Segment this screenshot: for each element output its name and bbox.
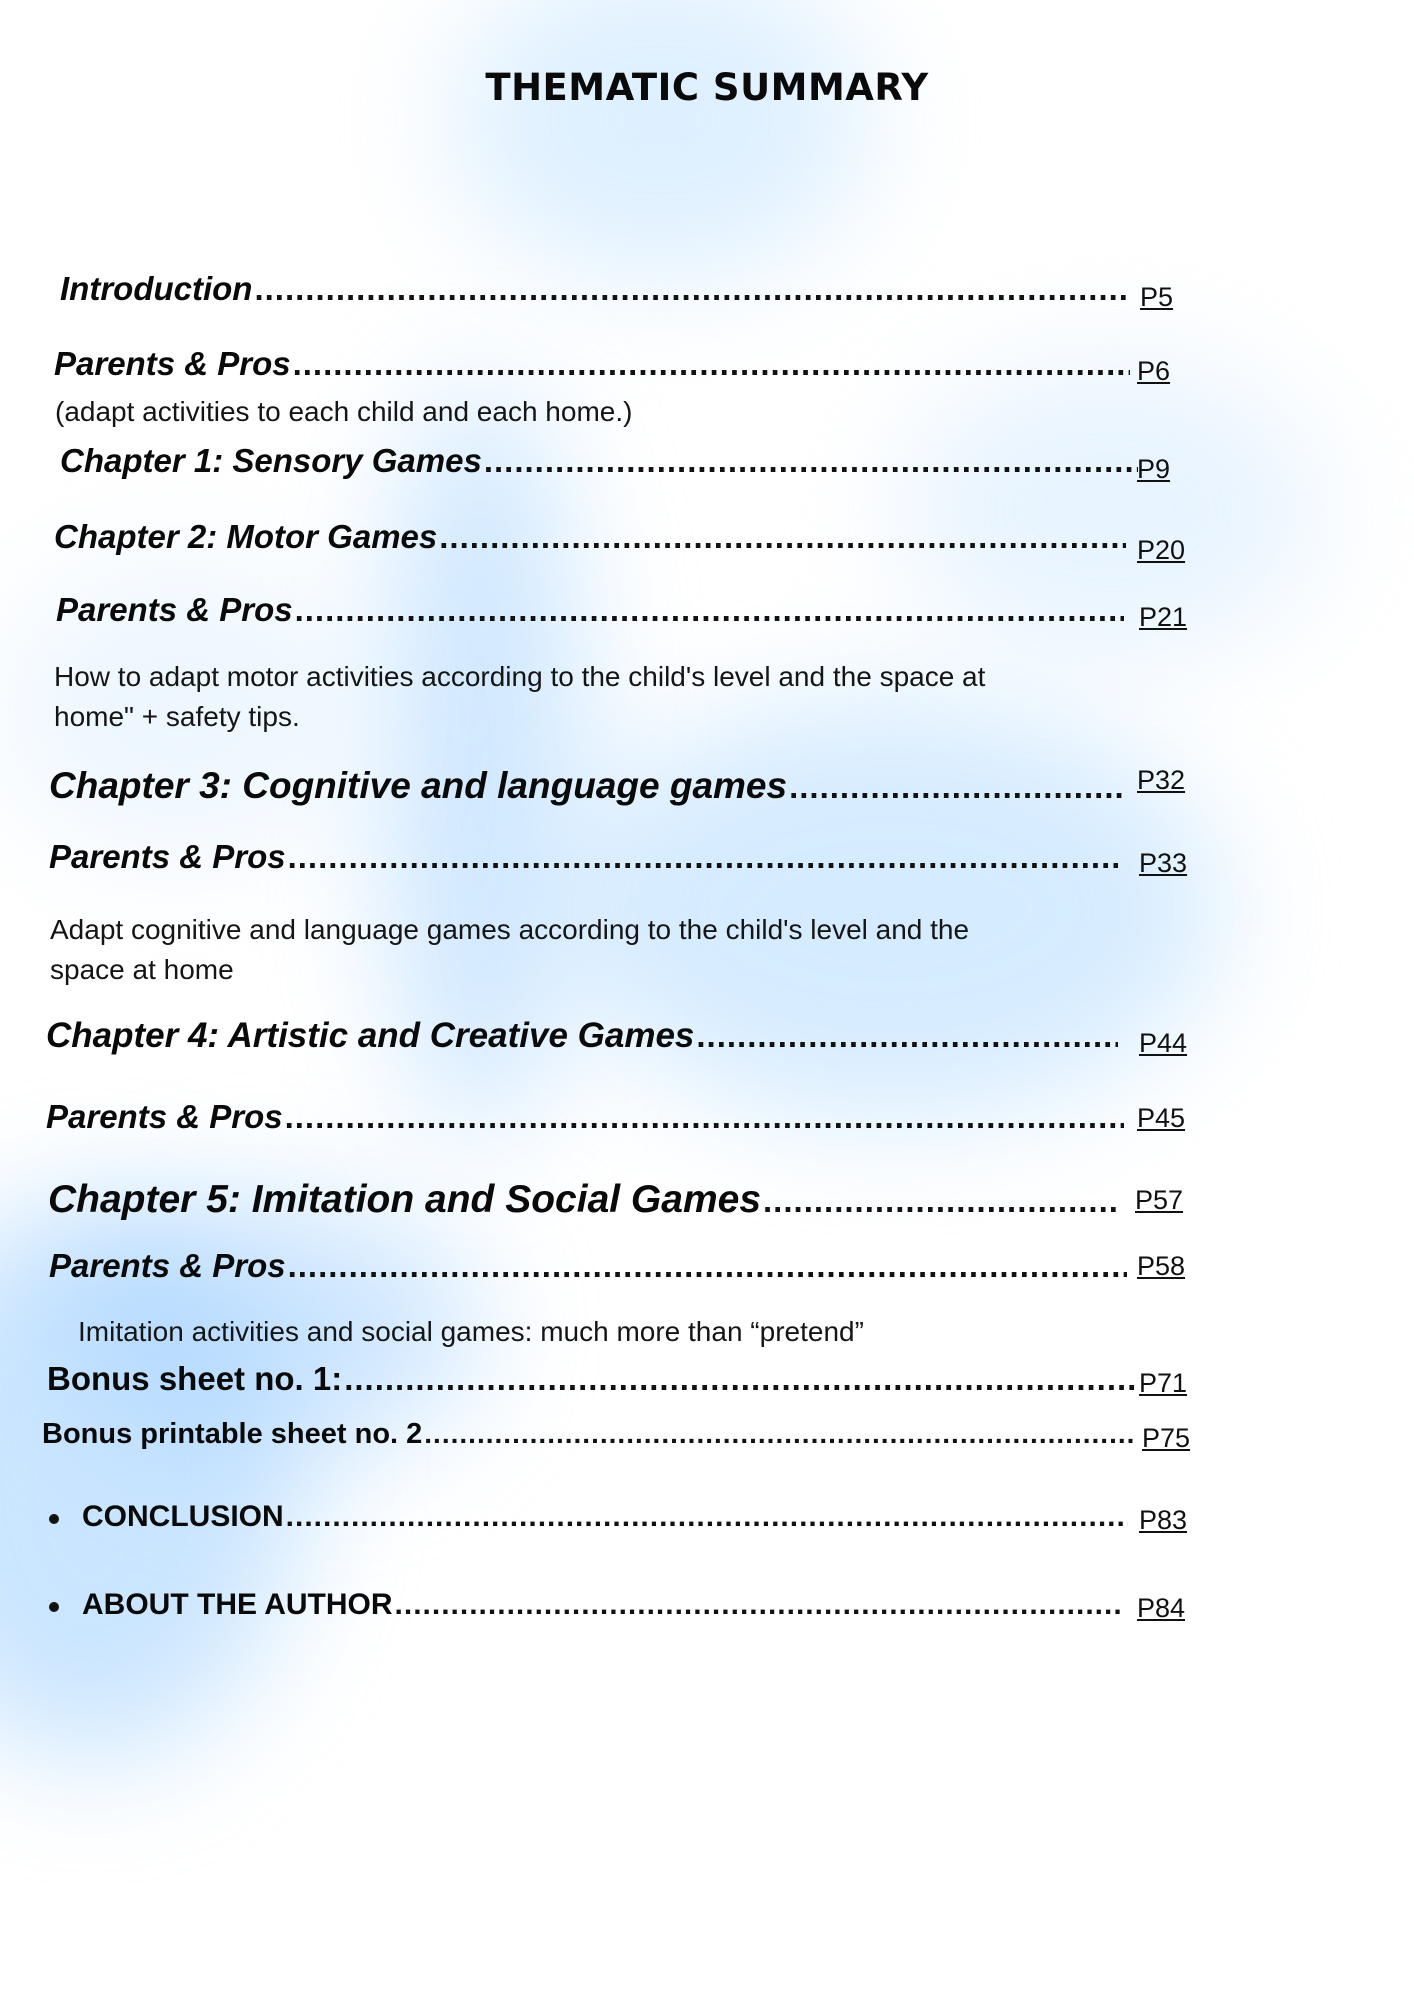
toc-note: How to adapt motor activities according to the child's level and the space at bbox=[54, 661, 986, 692]
toc-entry-bonus-sheet-2[interactable] bbox=[42, 1418, 1135, 1451]
toc-entry-conclusion[interactable] bbox=[82, 1500, 1128, 1534]
bullet-icon bbox=[49, 1602, 59, 1612]
toc-entry-label: Introduction bbox=[60, 270, 253, 307]
toc-page-number[interactable]: P45 bbox=[1137, 1103, 1186, 1133]
toc-page-number[interactable]: P44 bbox=[1139, 1028, 1188, 1058]
toc-entry-label: CONCLUSION bbox=[82, 1500, 284, 1533]
toc-page-number[interactable]: P20 bbox=[1137, 535, 1186, 565]
dot-leader bbox=[344, 1360, 1135, 1398]
dot-leader bbox=[424, 1418, 1135, 1450]
dot-leader bbox=[763, 1182, 1121, 1220]
toc-entry-label: Bonus printable sheet no. 2 bbox=[42, 1418, 423, 1450]
toc-page-number[interactable]: P5 bbox=[1140, 282, 1174, 312]
toc-page-number[interactable]: P58 bbox=[1137, 1251, 1186, 1281]
toc-page-number[interactable]: P33 bbox=[1139, 848, 1188, 878]
page-title: THEMATIC SUMMARY bbox=[485, 66, 929, 109]
toc-page-number[interactable]: P83 bbox=[1139, 1505, 1188, 1535]
toc-note: space at home bbox=[50, 954, 234, 985]
toc-page-number[interactable]: P57 bbox=[1135, 1185, 1184, 1215]
dot-leader bbox=[288, 1247, 1127, 1285]
toc-entry-chapter-2[interactable] bbox=[54, 518, 1126, 556]
toc-entry-label: Parents & Pros bbox=[54, 345, 291, 382]
toc-entry-chapter-3[interactable] bbox=[49, 765, 1122, 807]
toc-entry-label: ABOUT THE AUTHOR bbox=[82, 1588, 393, 1621]
dot-leader bbox=[484, 442, 1138, 480]
toc-entry-parents-pros-3[interactable] bbox=[49, 838, 1118, 876]
toc-entry-label: Parents & Pros bbox=[46, 1098, 283, 1135]
toc-entry-parents-pros-1[interactable] bbox=[54, 345, 1130, 383]
toc-entry-label: Chapter 3: Cognitive and language games bbox=[49, 765, 788, 806]
toc-entry-bonus-sheet-1[interactable] bbox=[47, 1360, 1135, 1398]
toc-page-number[interactable]: P21 bbox=[1139, 602, 1188, 632]
toc-page-number[interactable]: P6 bbox=[1137, 356, 1171, 386]
toc-page-number[interactable]: P75 bbox=[1142, 1423, 1191, 1453]
toc-entry-label: Bonus sheet no. 1: bbox=[47, 1360, 343, 1397]
toc-entry-label: Parents & Pros bbox=[49, 1247, 286, 1284]
toc-entry-introduction[interactable] bbox=[60, 270, 1126, 308]
toc-entry-label: Parents & Pros bbox=[49, 838, 286, 875]
toc-note: Imitation activities and social games: much more than “pretend” bbox=[78, 1316, 864, 1347]
dot-leader bbox=[295, 591, 1124, 629]
toc-note: home" + safety tips. bbox=[54, 701, 300, 732]
dot-leader bbox=[254, 270, 1126, 308]
dot-leader bbox=[285, 1098, 1124, 1136]
toc-entry-label: Chapter 4: Artistic and Creative Games bbox=[46, 1016, 695, 1055]
toc-page-number[interactable]: P84 bbox=[1137, 1593, 1186, 1623]
toc-note: Adapt cognitive and language games according to the child's level and the bbox=[50, 914, 970, 945]
toc-note: (adapt activities to each child and each home.) bbox=[55, 396, 633, 427]
toc-entry-parents-pros-2[interactable] bbox=[56, 591, 1124, 629]
dot-leader bbox=[288, 838, 1118, 876]
toc-entry-about-author[interactable] bbox=[82, 1588, 1122, 1622]
bullet-icon bbox=[49, 1514, 59, 1524]
toc-entry-chapter-1[interactable] bbox=[60, 442, 1138, 480]
dot-leader bbox=[696, 1017, 1118, 1055]
dot-leader bbox=[286, 1500, 1128, 1534]
dot-leader bbox=[395, 1588, 1122, 1622]
dot-leader bbox=[789, 768, 1122, 806]
toc-entry-label: Parents & Pros bbox=[56, 591, 293, 628]
toc-entry-parents-pros-5[interactable] bbox=[49, 1247, 1127, 1285]
toc-page-number[interactable]: P71 bbox=[1139, 1368, 1188, 1398]
toc-entry-label: Chapter 2: Motor Games bbox=[54, 518, 438, 555]
dot-leader bbox=[293, 345, 1130, 383]
toc-entry-label: Chapter 5: Imitation and Social Games bbox=[48, 1178, 762, 1221]
dot-leader bbox=[439, 518, 1126, 556]
toc-entry-parents-pros-4[interactable] bbox=[46, 1098, 1124, 1136]
toc-entry-chapter-4[interactable] bbox=[46, 1016, 1118, 1056]
toc-entry-label: Chapter 1: Sensory Games bbox=[60, 442, 482, 479]
toc-page-number[interactable]: P9 bbox=[1137, 454, 1171, 484]
toc-entry-chapter-5[interactable] bbox=[48, 1178, 1121, 1222]
toc-page-number[interactable]: P32 bbox=[1137, 765, 1186, 795]
